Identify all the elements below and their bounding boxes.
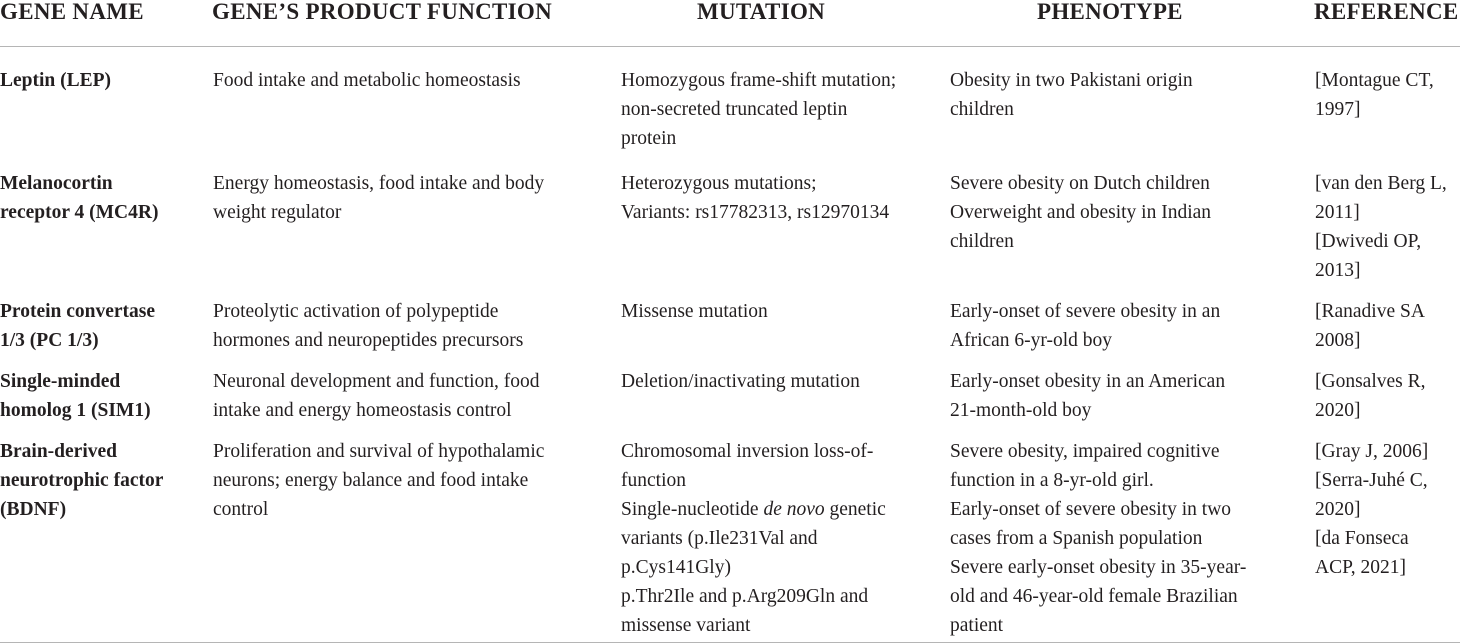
phenotype-line: children [950, 231, 1014, 252]
reference-cell [1309, 425, 1460, 643]
function-cell [207, 153, 615, 285]
function-line: Proliferation and survival of hypothalamic [213, 441, 545, 462]
phenotype-line: old and 46-year-old female Brazilian [950, 586, 1238, 607]
reference-cell [1309, 153, 1460, 285]
mutation-line: Missense mutation [621, 301, 768, 322]
gene-cell [0, 47, 207, 154]
phenotype-cell [944, 285, 1309, 355]
mutation-line: variants (p.Ile231Val and [621, 528, 818, 549]
gene-line: Brain-derived [0, 441, 117, 462]
table-row [0, 425, 1460, 643]
function-cell [207, 47, 615, 154]
function-line: intake and energy homeostasis control [213, 400, 512, 421]
table-row [0, 285, 1460, 355]
function-cell [207, 285, 615, 355]
gene-cell [0, 153, 207, 285]
mutation-line: missense variant [621, 615, 751, 636]
gene-cell [0, 425, 207, 643]
mutation-cell [615, 47, 944, 154]
reference-line: [Ranadive SA [1315, 301, 1425, 322]
function-line: neurons; energy balance and food intake [213, 470, 529, 491]
function-line: weight regulator [213, 202, 342, 223]
header-row [0, 0, 1460, 47]
reference-line: [da Fonseca [1315, 528, 1409, 549]
gene-line: homolog 1 (SIM1) [0, 400, 151, 421]
gene-line: Protein convertase [0, 301, 156, 322]
gene-line: Single-minded [0, 371, 121, 392]
header-mutation: MUTATION [615, 0, 944, 47]
phenotype-line: patient [950, 615, 1004, 636]
function-line: control [213, 499, 269, 520]
reference-line: [Dwivedi OP, [1315, 231, 1422, 252]
function-line: Neuronal development and function, food [213, 371, 540, 392]
mutation-cell [615, 153, 944, 285]
header-gene-name: GENE NAME [0, 0, 207, 47]
function-line: Food intake and metabolic homeostasis [213, 70, 521, 91]
gene-line: (BDNF) [0, 499, 67, 520]
mutation-text: Single-nucleotide [621, 499, 764, 520]
reference-line: ACP, 2021] [1315, 557, 1407, 578]
function-line: Energy homeostasis, food intake and body [213, 173, 545, 194]
phenotype-line: Early-onset of severe obesity in two [950, 499, 1232, 520]
phenotype-line: 21-month-old boy [950, 400, 1092, 421]
mutation-line: function [621, 470, 686, 491]
reference-line: 2011] [1315, 202, 1360, 223]
gene-cell [0, 355, 207, 425]
mutation-line: non-secreted truncated leptin [621, 99, 848, 120]
mutation-line-mixed [621, 495, 944, 524]
reference-line: 2020] [1315, 499, 1361, 520]
mutation-cell [615, 425, 944, 643]
mutation-line: Deletion/inactivating mutation [621, 371, 860, 392]
header-reference: REFERENCE [1309, 0, 1460, 47]
function-cell [207, 425, 615, 643]
reference-line: 2020] [1315, 400, 1361, 421]
mutation-text: genetic [824, 499, 886, 520]
gene-line: Melanocortin [0, 173, 113, 194]
phenotype-line: Early-onset obesity in an American [950, 371, 1226, 392]
reference-cell [1309, 47, 1460, 154]
phenotype-line: African 6-yr-old boy [950, 330, 1113, 351]
reference-line: [Serra-Juhé C, [1315, 470, 1428, 491]
phenotype-line: Severe early-onset obesity in 35-year- [950, 557, 1247, 578]
reference-cell [1309, 355, 1460, 425]
mutation-line: Homozygous frame-shift mutation; [621, 70, 897, 91]
table-row [0, 153, 1460, 285]
phenotype-cell [944, 47, 1309, 154]
function-line: hormones and neuropeptides precursors [213, 330, 524, 351]
phenotype-cell [944, 425, 1309, 643]
reference-line: 2008] [1315, 330, 1361, 351]
phenotype-line: children [950, 99, 1014, 120]
reference-line: [van den Berg L, [1315, 173, 1447, 194]
mutation-line: Variants: rs17782313, rs12970134 [621, 202, 890, 223]
gene-line: 1/3 (PC 1/3) [0, 330, 99, 351]
mutation-line: p.Thr2Ile and p.Arg209Gln and [621, 586, 869, 607]
phenotype-line: Obesity in two Pakistani origin [950, 70, 1193, 91]
function-cell [207, 355, 615, 425]
reference-line: [Montague CT, [1315, 70, 1434, 91]
reference-line: 1997] [1315, 99, 1361, 120]
phenotype-cell [944, 355, 1309, 425]
gene-cell [0, 285, 207, 355]
phenotype-line: Early-onset of severe obesity in an [950, 301, 1221, 322]
reference-cell [1309, 285, 1460, 355]
mutation-line: p.Cys141Gly) [621, 557, 731, 578]
header-phenotype: PHENOTYPE [944, 0, 1309, 47]
table-row [0, 47, 1460, 154]
mutation-cell [615, 355, 944, 425]
mutation-italic-text: de novo [763, 499, 825, 520]
function-line: Proteolytic activation of polypeptide [213, 301, 499, 322]
reference-line: [Gonsalves R, [1315, 371, 1426, 392]
reference-line: 2013] [1315, 260, 1361, 281]
phenotype-line: function in a 8-yr-old girl. [950, 470, 1154, 491]
phenotype-line: cases from a Spanish population [950, 528, 1203, 549]
gene-line: Leptin (LEP) [0, 70, 112, 91]
mutation-cell [615, 285, 944, 355]
gene-line: receptor 4 (MC4R) [0, 202, 159, 223]
phenotype-line: Overweight and obesity in Indian [950, 202, 1212, 223]
gene-line: neurotrophic factor [0, 470, 164, 491]
mutation-line: protein [621, 128, 677, 149]
phenotype-line: Severe obesity, impaired cognitive [950, 441, 1220, 462]
header-function: GENE’S PRODUCT FUNCTION [207, 0, 615, 47]
phenotype-cell [944, 153, 1309, 285]
phenotype-line: Severe obesity on Dutch children [950, 173, 1210, 194]
table-row [0, 355, 1460, 425]
mutation-line: Heterozygous mutations; [621, 173, 817, 194]
mutation-line: Chromosomal inversion loss-of- [621, 441, 874, 462]
reference-line: [Gray J, 2006] [1315, 441, 1429, 462]
